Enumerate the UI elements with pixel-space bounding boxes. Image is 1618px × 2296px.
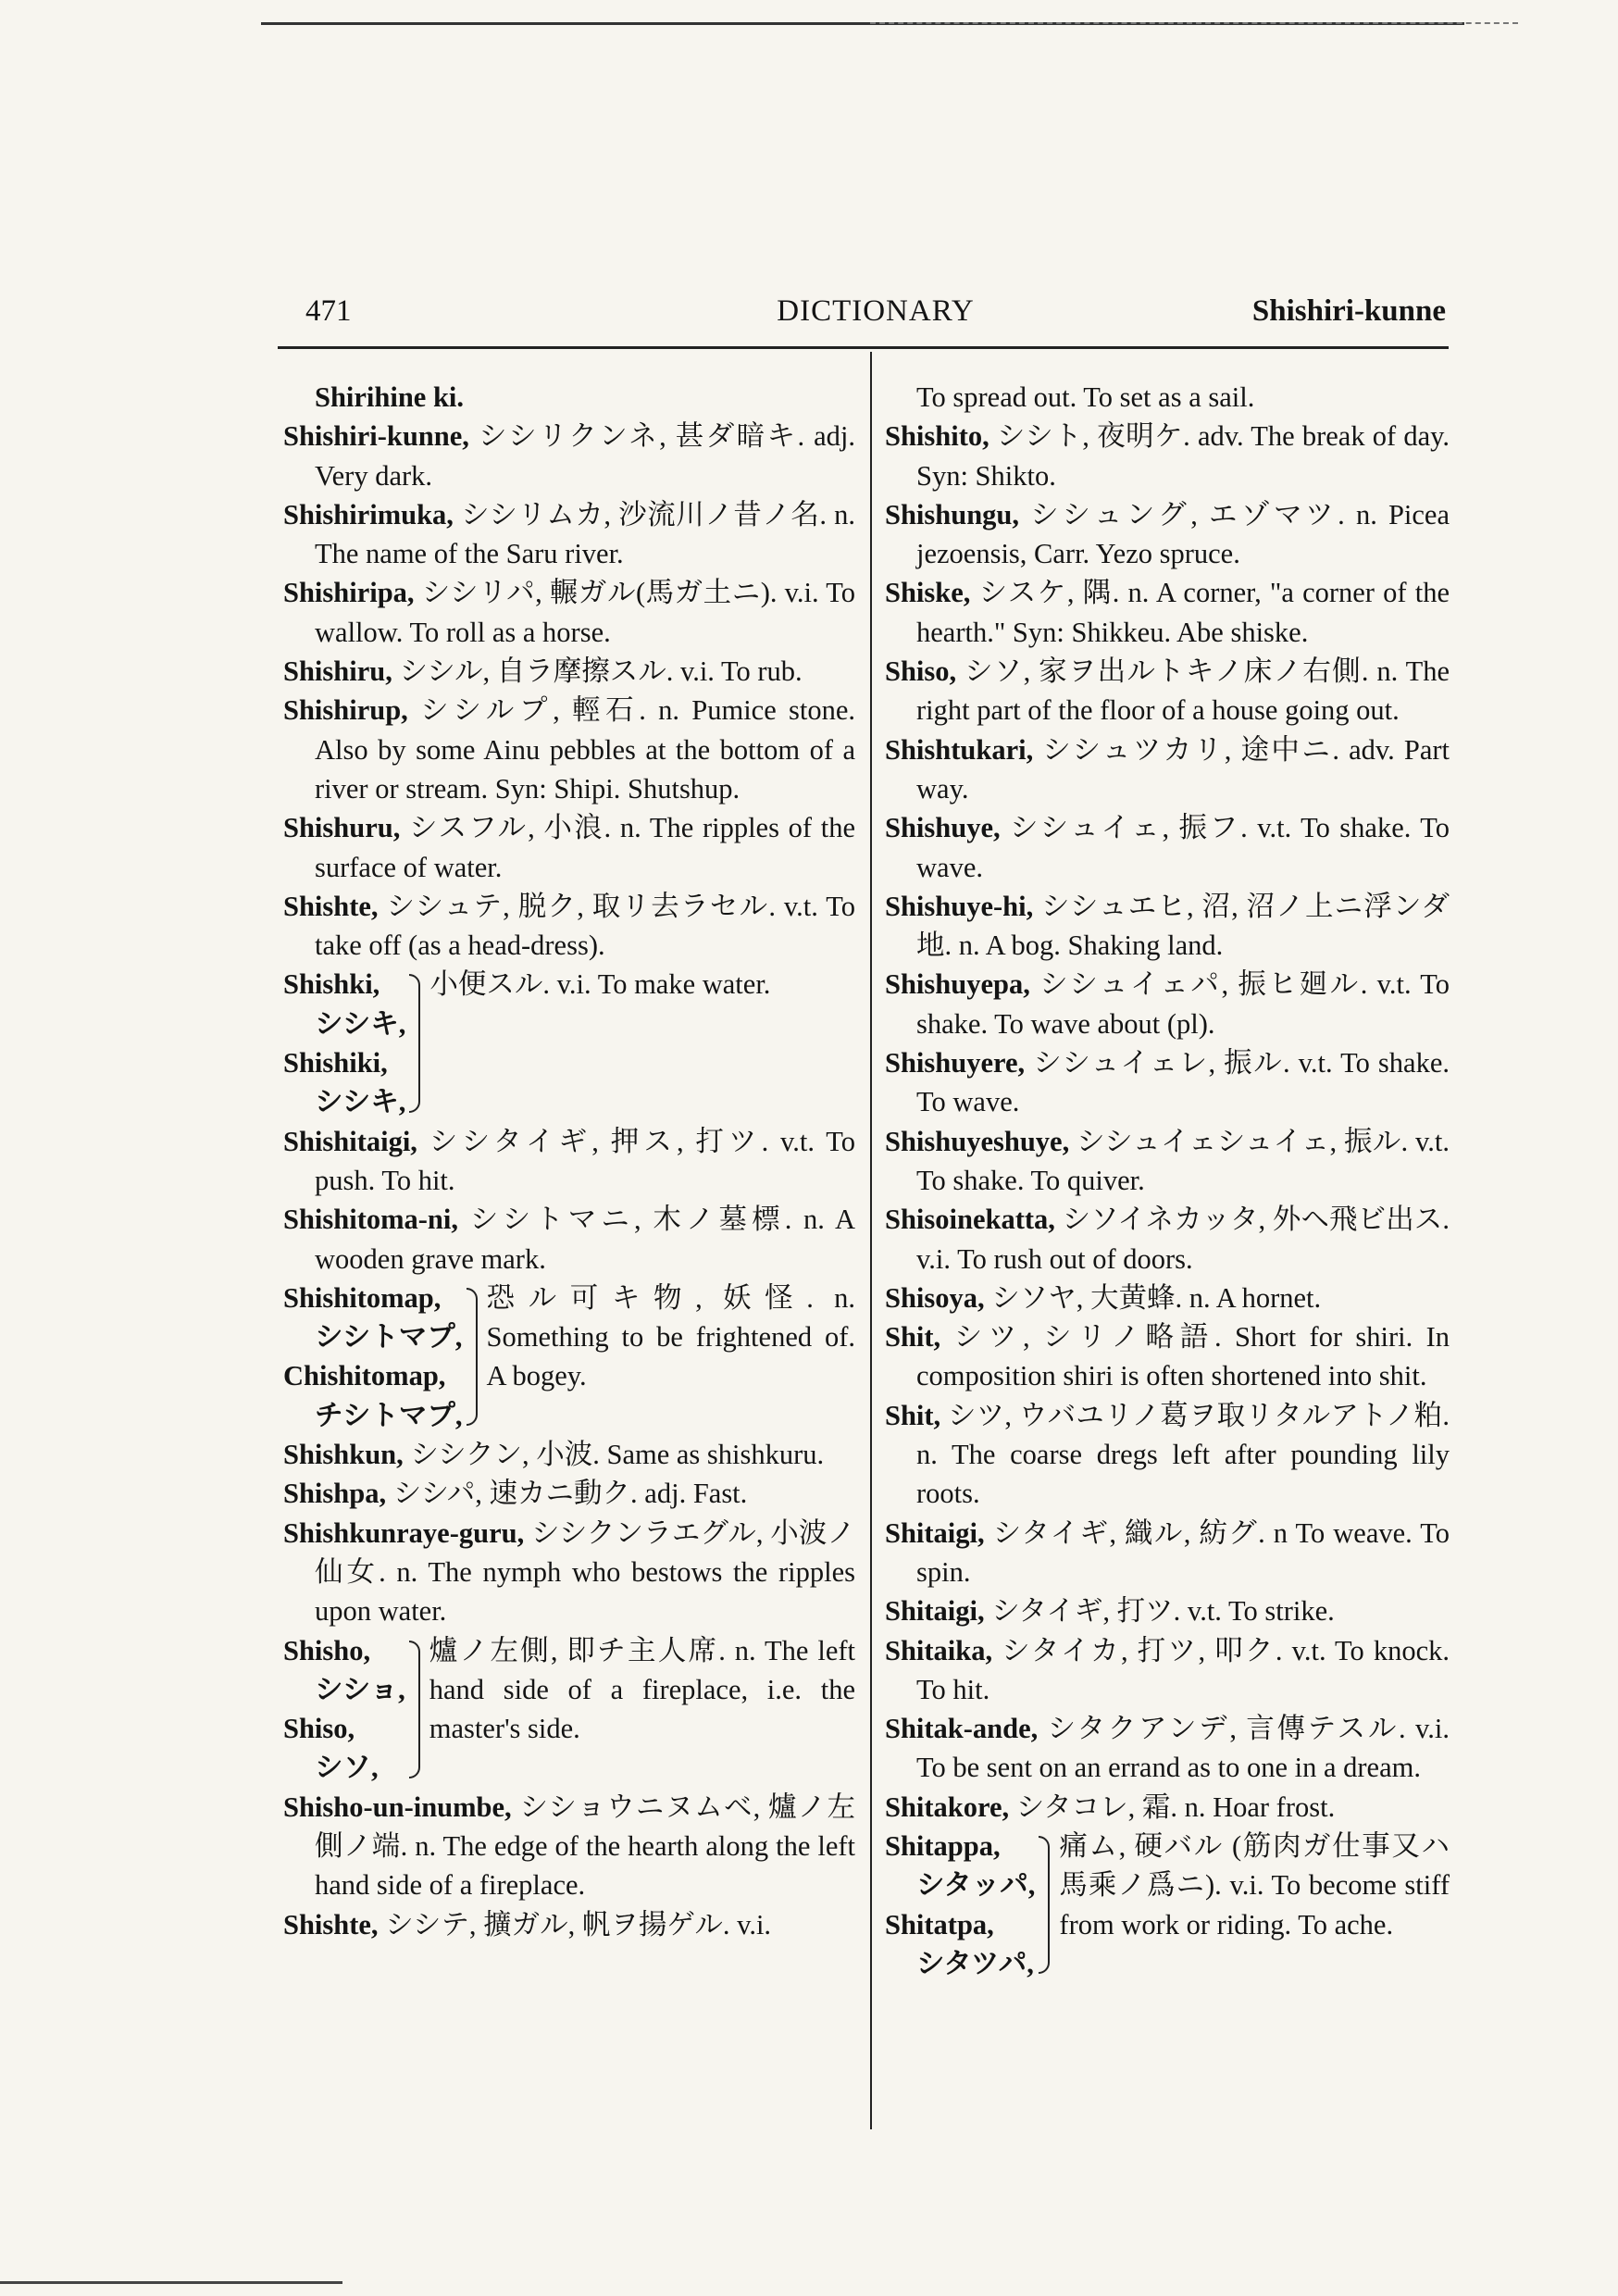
headword: Shishiru, [283, 655, 392, 688]
headword: Shit, [885, 1399, 941, 1431]
definition: シシュツカリ, 途中ニ. adv. Part way. [916, 733, 1450, 805]
definition: シソイネカッタ, 外ヘ飛ビ出ス. v.i. To rush out of doors. [916, 1204, 1450, 1275]
brace [1039, 1836, 1050, 1974]
scan-top-rule-faint [870, 22, 1518, 24]
page-header [305, 294, 1446, 335]
group-headwords [283, 1279, 463, 1435]
definition: シシクン, 小波. Same as shishkuru. [410, 1439, 825, 1471]
definition: To spread out. To set as a sail. [916, 381, 1255, 413]
headword: Shishitaigi, [283, 1125, 417, 1157]
definition: シシルプ, 輕石. n. Pumice stone. Also by some Ainu pebbles at the bottom of a river or stream. Syn: Shipi. Shutshup. [315, 694, 856, 805]
headword: シソ, [315, 1752, 379, 1784]
dictionary-entry [283, 495, 855, 574]
definition: シシパ, 速カニ動ク. adj. Fast. [392, 1478, 748, 1510]
definition: シシュテ, 脱ク, 取リ去ラセル. v.t. To take off (as a head-dress). [315, 890, 856, 962]
brace [409, 974, 420, 1112]
headword: Shishkunraye-guru, [283, 1516, 525, 1549]
dictionary-entry [885, 652, 1450, 730]
definition: シシタイギ, 押ス, 打ツ. v.t. To push. To hit. [315, 1125, 855, 1196]
headword: Shishuyepa, [885, 968, 1030, 1001]
headword: Shishirup, [283, 694, 408, 727]
headword: Shishuyere, [885, 1047, 1026, 1079]
headword: Shitaika, [885, 1634, 993, 1666]
headword: Shishki, [283, 968, 380, 1001]
dictionary-entry [283, 1514, 855, 1631]
headword: Shishiripa, [283, 577, 415, 609]
dictionary-entry [283, 417, 855, 495]
entry-group [283, 1631, 855, 1788]
definition: シシクンラエグル, 小波ノ仙女. n. The nymph who bestows the ripples upon water. [315, 1516, 856, 1628]
dictionary-entry [283, 573, 855, 652]
group-headwords [885, 1827, 1035, 1983]
running-title: DICTIONARY [777, 294, 975, 328]
headword: Shishuye, [885, 812, 1001, 844]
definition: シツ, ウバユリノ葛ヲ取リタルアトノ粕. n. The coarse dregs left after pounding lily roots. [916, 1399, 1450, 1510]
definition: 小便スル. v.i. To make water. [429, 968, 771, 1001]
definition: シソヤ, 大黄蜂. n. A hornet. [991, 1281, 1322, 1314]
dictionary-entry [283, 652, 855, 691]
group-headwords [283, 1631, 405, 1788]
definition: シシル, 自ラ摩擦スル. v.i. To rub. [399, 655, 803, 688]
definition: シシリパ, 輾ガル(馬ガ土ニ). v.i. To wallow. To roll as a horse. [315, 577, 855, 648]
definition: シシュイェパ, 振ヒ廻ル. v.t. To shake. To wave about (pl). [916, 968, 1450, 1040]
dictionary-entry [885, 1514, 1450, 1592]
headword: Chishitomap, [283, 1360, 446, 1392]
headword: Shishtukari, [885, 733, 1034, 766]
headword: Shishitoma-ni, [283, 1204, 458, 1236]
dictionary-entry [283, 887, 855, 966]
dictionary-entry [885, 1043, 1450, 1122]
definition: シスフル, 小浪. n. The ripples of the surface of water. [315, 812, 855, 883]
dictionary-entry [885, 1200, 1450, 1279]
definition: シタコレ, 霜. n. Hoar frost. [1015, 1791, 1336, 1823]
definition: シタイギ, 打ツ. v.t. To strike. [991, 1595, 1335, 1628]
dictionary-entry [283, 1200, 855, 1279]
definition: 恐ル可キ物, 妖怪. n. Something to be frightened of. A bogey. [486, 1281, 855, 1392]
headword: シシキ, [315, 1007, 406, 1040]
definition: シタクアンデ, 言傳テスル. v.i. To be sent on an errand as to one in a dream. [916, 1713, 1450, 1784]
definition: シタイカ, 打ツ, 叩ク. v.t. To knock. To hit. [916, 1634, 1450, 1705]
headword: チシトマプ, [315, 1399, 463, 1431]
definition: シシュイェレ, 振ル. v.t. To shake. To wave. [916, 1047, 1450, 1118]
headword: シシキ, [315, 1086, 406, 1118]
headword: Shitak-ande, [885, 1713, 1039, 1745]
definition: シシュエヒ, 沼, 沼ノ上ニ浮ンダ地. n. A bog. Shaking land. [916, 890, 1450, 962]
headword: Shitappa, [885, 1829, 1001, 1862]
definition: シシトマニ, 木ノ墓標. n. A wooden grave mark. [315, 1204, 855, 1275]
headword: Shiso, [885, 655, 957, 688]
definition: シショウニヌムベ, 爐ノ左側ノ端. n. The edge of the hearth along the left hand side of a fireplace. [315, 1791, 855, 1902]
headword: シシトマプ, [315, 1321, 463, 1354]
headword: Shisoinekatta, [885, 1204, 1055, 1236]
dictionary-entry [885, 1591, 1450, 1630]
headword: Shishito, [885, 420, 989, 453]
headword: Shishiri-kunne, [283, 420, 469, 453]
definition: シツ, シリノ略語. Short for shiri. In composition shiri is often shortened into shit. [916, 1321, 1450, 1392]
headword: Shishte, [283, 890, 379, 922]
headword: Shishiki, [283, 1047, 388, 1079]
column-divider [870, 352, 872, 2129]
dictionary-entry [885, 730, 1450, 809]
dictionary-entry [885, 1396, 1450, 1514]
dictionary-entry [885, 378, 1450, 417]
page-number: 471 [305, 294, 352, 328]
dictionary-entry [283, 1122, 855, 1201]
definition: 痛ム, 硬バル (筋肉ガ仕事又ハ馬乘ノ爲ニ). v.i. To become stiff from work or riding. To ache. [1059, 1829, 1450, 1940]
dictionary-entry [283, 1788, 855, 1905]
dictionary-entry [885, 808, 1450, 887]
headword: Shishte, [283, 1908, 379, 1940]
headword: Shitaigi, [885, 1595, 985, 1628]
brace [409, 1641, 420, 1778]
dictionary-entry [885, 573, 1450, 652]
dictionary-entry [885, 1709, 1450, 1788]
definition: シシテ, 擴ガル, 帆ヲ揚ゲル. v.i. [385, 1908, 772, 1940]
definition: シソ, 家ヲ出ルトキノ床ノ右側. n. The right part of the floor of a house going out. [916, 655, 1450, 727]
right-column [885, 378, 1450, 1983]
definition: シシリムカ, 沙流川ノ昔ノ名. n. The name of the Saru river. [315, 498, 855, 570]
group-headwords [283, 965, 405, 1121]
dictionary-entry [885, 417, 1450, 495]
dictionary-entry [283, 1435, 855, 1474]
entry-group [885, 1827, 1450, 1983]
dictionary-entry [885, 1788, 1450, 1827]
headword: Shishungu, [885, 498, 1019, 530]
headword: Shit, [885, 1321, 941, 1354]
guide-word: Shishiri-kunne [1251, 294, 1446, 328]
dictionary-entry [885, 1122, 1450, 1201]
headword: Shisho, [283, 1634, 371, 1666]
headword: Shishuye-hi, [885, 890, 1034, 922]
headword: Shisho-un-inumbe, [283, 1791, 512, 1823]
dictionary-entry [885, 495, 1450, 574]
dictionary-entry [885, 1631, 1450, 1710]
headword: シショ, [315, 1673, 405, 1705]
definition: シタイギ, 織ル, 紡グ. n To weave. To spin. [916, 1516, 1450, 1588]
headword: Shitaigi, [885, 1516, 985, 1549]
dictionary-entry [885, 887, 1450, 966]
dictionary-entry [283, 691, 855, 808]
headword: Shitakore, [885, 1791, 1010, 1823]
definition: シスケ, 隅. n. A corner, "a corner of the hearth." Syn: Shikkeu. Abe shiske. [916, 577, 1450, 648]
headword: シタッパ, [916, 1869, 1036, 1902]
entry-group [283, 965, 855, 1121]
brace [467, 1288, 478, 1426]
left-column [283, 378, 855, 1944]
headword: Shishpa, [283, 1478, 387, 1510]
headword: Shishirimuka, [283, 498, 454, 530]
headword: Shisoya, [885, 1281, 985, 1314]
definition: シシュイェ, 振フ. v.t. To shake. To wave. [916, 812, 1450, 883]
dictionary-entry [283, 1474, 855, 1513]
definition: 爐ノ左側, 即チ主人席. n. The left hand side of a fireplace, i.e. the master's side. [429, 1634, 855, 1745]
headword: Shiso, [283, 1713, 355, 1745]
headword: シタツパ, [916, 1947, 1034, 1979]
definition: シシト, 夜明ケ. adv. The break of day. Syn: Shikto. [916, 420, 1450, 492]
dictionary-entry [283, 1905, 855, 1944]
definition: シシリクンネ, 甚ダ暗キ. adj. Very dark. [315, 420, 855, 492]
headword: Shishkun, [283, 1439, 404, 1471]
headword: Shitatpa, [885, 1908, 994, 1940]
dictionary-entry [885, 1279, 1450, 1317]
headword: Shirihine ki. [315, 381, 465, 413]
dictionary-entry [283, 378, 855, 417]
headword: Shiske, [885, 577, 971, 609]
scan-bottom-rule [0, 2281, 342, 2284]
definition: シシュイェシュイェ, 振ル. v.t. To shake. To quiver. [916, 1125, 1450, 1196]
entry-group [283, 1279, 855, 1435]
dictionary-entry [283, 808, 855, 887]
headword: Shishitomap, [283, 1281, 442, 1314]
header-rule [278, 346, 1449, 349]
definition: シシュング, エゾマツ. n. Picea jezoensis, Carr. Yezo spruce. [916, 498, 1450, 570]
headword: Shishuru, [283, 812, 401, 844]
dictionary-entry [885, 965, 1450, 1043]
headword: Shishuyeshuye, [885, 1125, 1070, 1157]
dictionary-entry [885, 1317, 1450, 1396]
